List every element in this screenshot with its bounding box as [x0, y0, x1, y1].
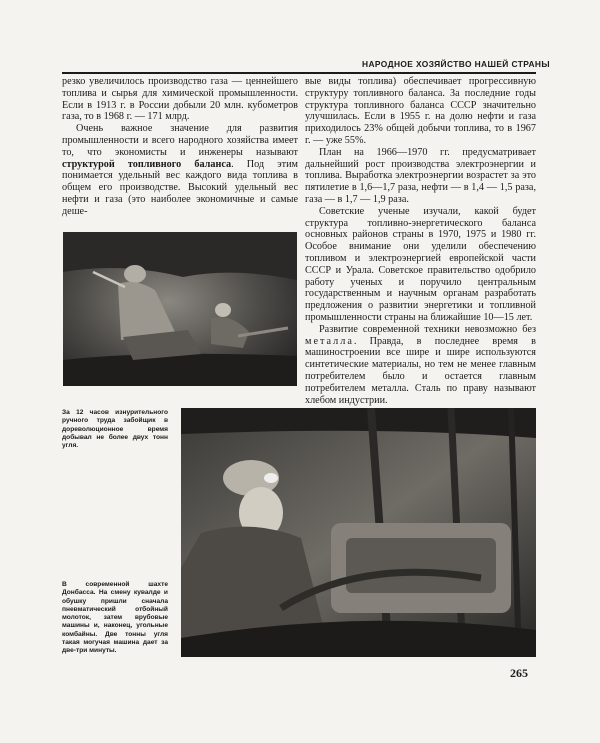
paragraph: Советские ученые изучали, какой будет структура топливно-энергетического баланса основных районов страны в 1970, 1975 и 1980 гг. Особое внимание они уделили обеспечению топливом и электроэнергией европейской части СССР и Урала. Советское правительство одобрило работу ученых и поручило центральным государственным и научным органам разработать предложения о развитии энергетики и топливной промышленности страны на ближайшие 10—15 лет. [305, 205, 536, 323]
paragraph [62, 123, 298, 217]
paragraph-text: Очень важное значение для развития промышленности и всего народного хозяйства имеет то, что экономисты и инженеры называют [62, 123, 298, 158]
paragraph-text: . Правда, в последнее время в машиностроении все шире и шире используются синтетические материалы, но тем не менее главным потребителем было и остается главным потребителем металла. Сталь по праву называют хлебом индустрии. [305, 335, 536, 406]
paragraph [305, 324, 536, 407]
caption-photo-2: В современной шахте Донбасса. На смену кувалде и обушку пришли сначала пневматический отбойный молоток, затем врубовые машины и, наконец, угольные комбайны. Две тонны угля такая могучая машина дает за две-три минуты. [62, 581, 168, 655]
paragraph-text: Развитие современной техники невозможно без [319, 323, 536, 335]
emphasized-term: структурой топливного баланса [62, 158, 232, 170]
running-header: НАРОДНОЕ ХОЗЯЙСТВО НАШЕЙ СТРАНЫ [362, 59, 550, 69]
right-text-column [305, 76, 536, 406]
paragraph: резко увеличилось производство газа — ценнейшего топлива и сырья для химической промышленности. Если в 1913 г. в России добыли 20 млн. кубометров газа, то в 1968 г. — 171 млрд. [62, 76, 298, 123]
page-number: 265 [510, 666, 528, 680]
emphasized-term: металла [305, 335, 354, 347]
paragraph: План на 1966—1970 гг. предусматривает дальнейший рост производства электроэнергии и топлива. Выработка электроэнергии возрастет за это пятилетие в 1,6—1,7 раза, нефти — в 1,4 — 1,5 раза, газа — в 1,7 — 1,9 раза. [305, 146, 536, 205]
paragraph-text: . Под этим понимается удельный вес каждого вида топлива в общем его производстве. Высокий удельный вес нефти и газа (это наиболее экономичные и самые деше- [62, 158, 298, 217]
photo-manual-miner [63, 232, 297, 386]
paragraph: вые виды топлива) обеспечивает прогрессивную структуру топливного баланса. За последние годы структура топливного баланса СССР значительно улучшилась. Если в 1955 г. на долю нефти и газа приходилось 23% общей добычи топлива, то в 1967 г. — уже 55%. [305, 76, 536, 146]
header-rule [62, 72, 536, 74]
photo-coal-combine [181, 408, 536, 657]
caption-photo-1: За 12 часов изнурительного ручного труда забойщик в дореволюционное время добывал не более двух тонн угля. [62, 409, 168, 450]
left-text-column [62, 76, 298, 218]
